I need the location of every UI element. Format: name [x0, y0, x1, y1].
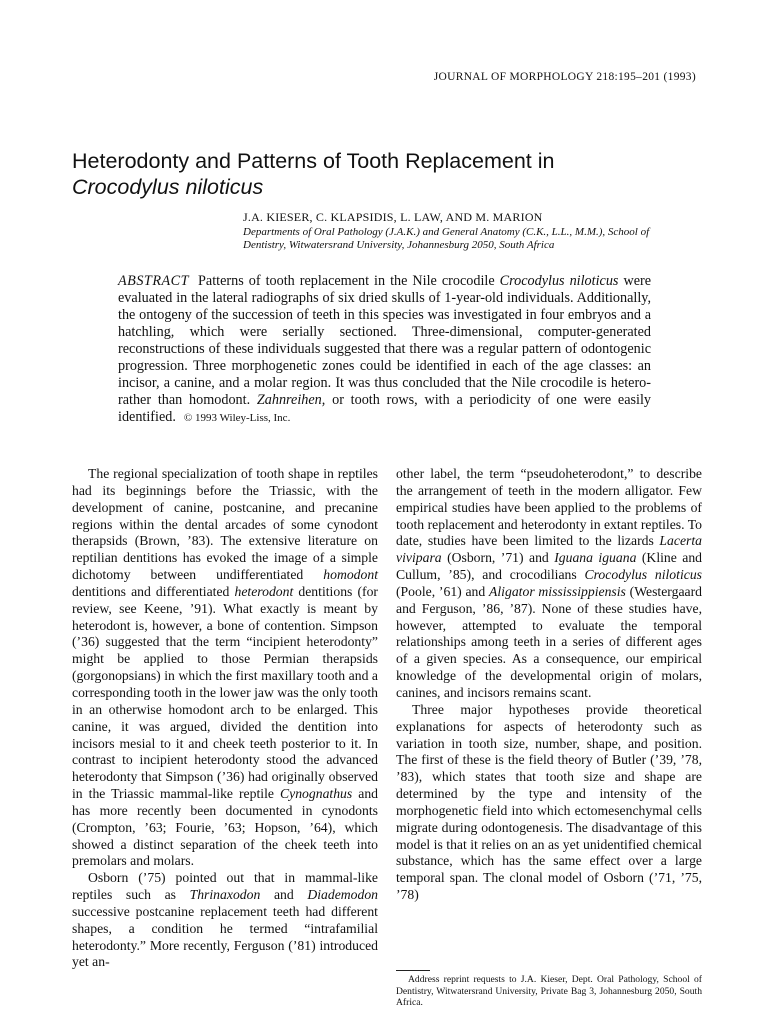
body-paragraph — [396, 466, 702, 702]
abstract-species: Crocodylus niloticus — [499, 273, 619, 289]
abstract-text-3: or tooth rows, with a periodicity of one were easily identified. — [118, 392, 652, 425]
abstract-text-1: Patterns of tooth replacement in the Nile crocodile — [198, 273, 495, 289]
body-paragraph: Three major hypotheses provide theoretical explanations for aspects of heterodonty such as variation in tooth size, number, shape, and position. The first of these is the field theory of Butler (’39, ’78, ’83), which states that tooth size and shape are determined by the type and intensity of the morphogenetic field into which ectomesenchymal cells migrate during odontogenesis. The disadvantage of this model is that it relies on an as yet unidentified chemical substance, which has the same effect over a large temporal span. The clonal model of Osborn (’71, ’75, ’78) — [396, 701, 702, 903]
abstract-term: Zahnreihen, — [256, 392, 326, 408]
body-term: Thrinaxodon — [189, 887, 261, 903]
abstract-label: ABSTRACT — [118, 273, 190, 289]
body-term: Aligator mississippiensis — [489, 583, 626, 599]
footnote-divider — [396, 970, 430, 971]
body-text: and — [273, 887, 294, 903]
body-column-left — [72, 466, 378, 971]
abstract — [118, 273, 651, 427]
body-term: Crocodylus niloticus — [584, 567, 703, 583]
copyright-notice: © 1993 Wiley-Liss, Inc. — [183, 412, 291, 424]
body-text: (Westergaard and Ferguson, ’86, ’87). None of these studies have, however, attempted to evaluate the temporal relationships among teeth in a series of different ages of a given species. As a consequence, our empirical knowledge of the developmental origin of molars, canines, and incisors remains scant. — [396, 583, 703, 700]
title-main: Heterodonty and Patterns of Tooth Replacement in — [72, 149, 555, 173]
body-term: Cynognathus — [279, 786, 353, 802]
body-text: dentitions (for review, see Keene, ’91). What exactly is meant by heterodont is, however, a bone of contention. Simpson (’36) suggested that the term “incipient heterodonty” might be applied to those Permian therapsids (gorgonopsians) in which the first maxillary tooth and a corresponding tooth in the lower jaw was the only tooth in an otherwise homodont arch to be enlarged. This canine, it was argued, divided the dentition into incisors mesial to it and cheek teeth posterior to it. In contrast to incipient heterodonty stood the advanced heterodonty that Simpson (’36) had originally observed in the Triassic mammal-like reptile — [72, 583, 379, 802]
body-term: Iguana iguana — [554, 550, 637, 566]
body-term: Diademodon — [307, 887, 379, 903]
body-term: heterodont — [234, 583, 294, 599]
body-text: Osborn (’75) pointed out that in mammal-like reptiles such as — [72, 870, 378, 903]
journal-citation: JOURNAL OF MORPHOLOGY 218:195–201 (1993) — [433, 71, 696, 83]
body-text: (Poole, ’61) and — [396, 583, 486, 599]
author-affiliation: Departments of Oral Pathology (J.A.K.) and General Anatomy (C.K., L.L., M.M.), School of Dentistry, Witwatersrand University, Johannesburg 2050, South Africa — [243, 226, 650, 251]
body-column-right — [396, 466, 702, 904]
body-term: Lacerta vivipara — [396, 533, 703, 566]
body-text: successive postcanine replacement teeth had different shapes, a condition he termed “intrafamilial heterodonty.” More recently, Ferguson (’81) introduced yet an- — [72, 903, 378, 970]
body-text: and has more recently been documented in cynodonts (Crompton, ’63; Fourie, ’63; Hopson, ’64), which showed a distinct separation of the cheek teeth into premolars and molars. — [72, 786, 379, 869]
body-text: (Osborn, ’71) and — [447, 550, 549, 566]
body-paragraph — [72, 870, 378, 971]
footnote: Address reprint requests to J.A. Kieser, Dept. Oral Pathology, School of Dentistry, Witwatersrand University, Private Bag 3, Johannesburg 2050, South Africa. — [396, 974, 702, 1008]
title-species: Crocodylus niloticus — [72, 175, 264, 199]
article-title — [72, 148, 712, 200]
abstract-text-2: were evaluated in the lateral radiographs of six dried skulls of 1-year-old individuals. Additionally, the ontogeny of the succession of teeth in this species was investigated in four embryos and a hatchling, which were serially sectioned. Three-dimensional, computer-generated reconstructions of these individuals suggested that there was a regular pattern of odontogenic progression. Three morphogenetic zones could be identified in each of the age classes: an incisor, a canine, and a molar region. It was thus concluded that the Nile crocodile is hetero- rather than homodont. — [118, 273, 652, 408]
body-paragraph — [72, 466, 378, 870]
body-text: The regional specialization of tooth shape in reptiles had its beginnings before the Triassic, with the development of canine, postcanine, and precanine regions within the dental arcades of some cynodont therapsids (Brown, ’83). The extensive literature on reptilian dentitions has evoked the image of a simple dichotomy between undifferentiated — [72, 466, 378, 583]
body-text: dentitions and differentiated — [72, 583, 230, 599]
body-text: other label, the term “pseudoheterodont,” to describe the arrangement of teeth in the modern alligator. Few empirical studies have been applied to the problems of tooth replacement and heterodonty in extant reptiles. To date, studies have been limited to the lizards — [396, 466, 702, 549]
body-text: (Kline and Cullum, ’85), and crocodilians — [396, 550, 703, 583]
author-list: J.A. KIESER, C. KLAPSIDIS, L. LAW, AND M. MARION — [243, 210, 543, 224]
body-term: homodont — [323, 567, 378, 583]
